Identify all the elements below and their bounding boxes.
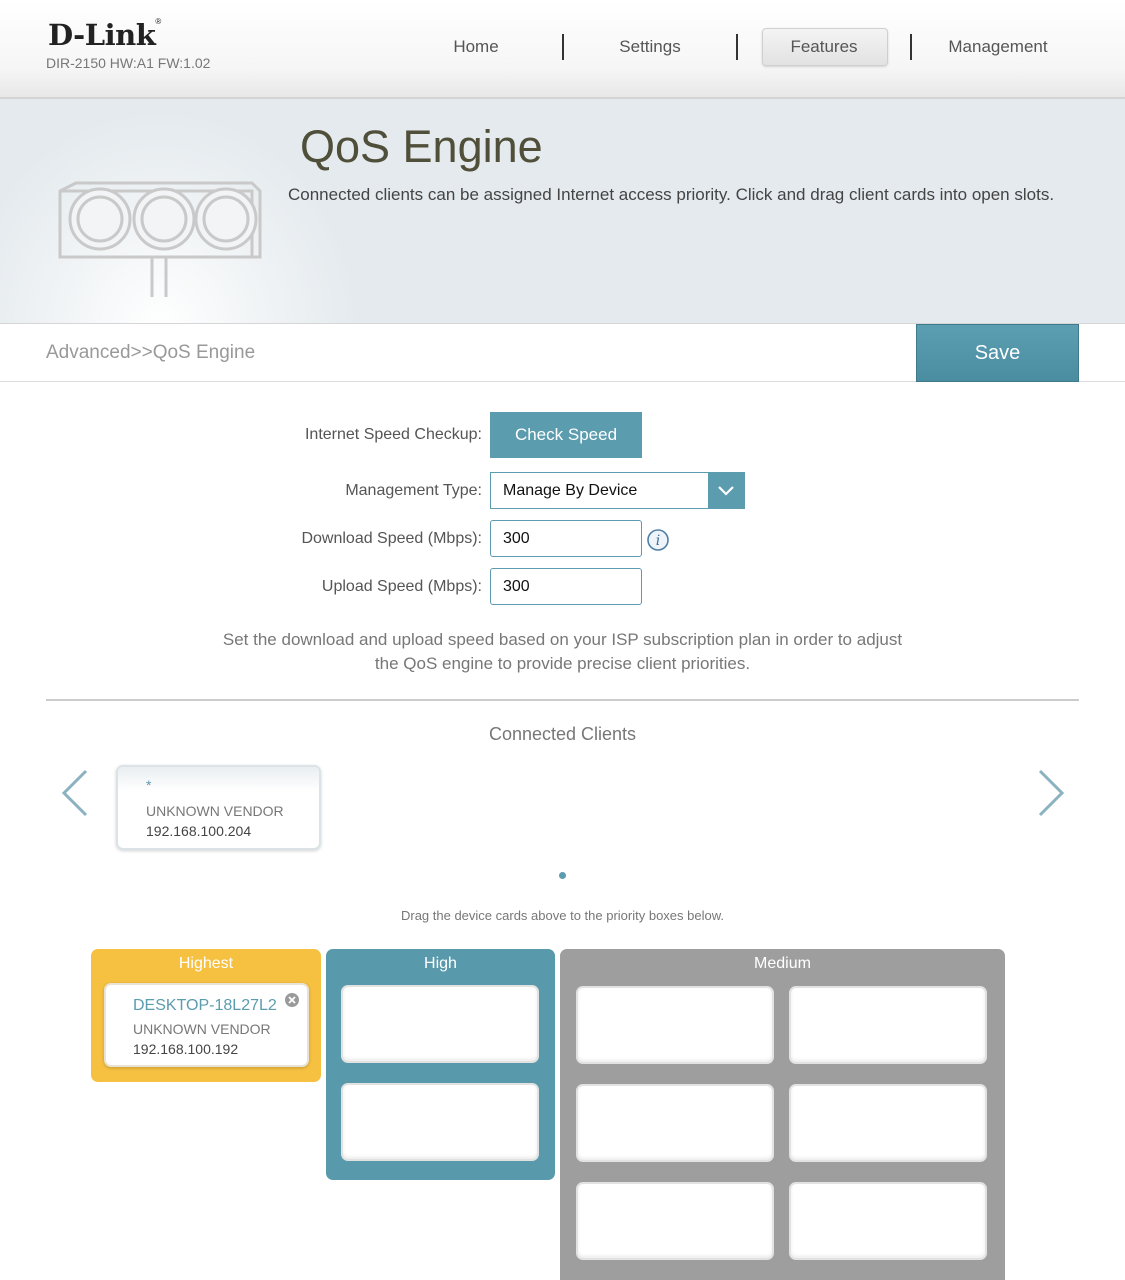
info-icon[interactable] bbox=[646, 528, 670, 552]
empty-slot[interactable] bbox=[789, 986, 987, 1064]
speed-check-label: Internet Speed Checkup: bbox=[304, 426, 482, 443]
client-vendor: UNKNOWN VENDOR bbox=[133, 1021, 271, 1037]
dlink-logo[interactable] bbox=[48, 18, 161, 52]
client-vendor: UNKNOWN VENDOR bbox=[146, 803, 284, 819]
chevron-right-icon[interactable] bbox=[1036, 768, 1066, 818]
client-name: * bbox=[146, 777, 152, 793]
nav-features[interactable] bbox=[738, 28, 910, 66]
traffic-light-icon bbox=[56, 179, 266, 299]
logo-registered-mark: ® bbox=[155, 17, 161, 27]
empty-slot[interactable] bbox=[576, 986, 774, 1064]
empty-slot[interactable] bbox=[341, 985, 539, 1063]
nav-home[interactable] bbox=[390, 28, 562, 66]
svg-text:i: i bbox=[655, 533, 661, 549]
priority-label-medium: Medium bbox=[754, 955, 811, 972]
top-header bbox=[0, 0, 1125, 99]
pagination-dot[interactable] bbox=[559, 872, 566, 879]
nav-settings-label: Settings bbox=[619, 37, 681, 56]
connected-clients-title: Connected Clients bbox=[488, 724, 637, 744]
page-title: QoS Engine bbox=[300, 121, 543, 172]
close-circle-icon[interactable] bbox=[284, 992, 300, 1008]
upload-speed-label: Upload Speed (Mbps): bbox=[321, 578, 482, 595]
client-ip: 192.168.100.204 bbox=[146, 823, 252, 839]
priority-box-high[interactable] bbox=[326, 949, 555, 1180]
management-type-value: Manage By Device bbox=[503, 482, 638, 499]
nav-features-label: Features bbox=[790, 37, 858, 56]
check-speed-button[interactable]: Check Speed bbox=[490, 412, 642, 458]
priority-label-high: High bbox=[424, 955, 457, 972]
breadcrumb-bar bbox=[0, 324, 1125, 382]
client-card[interactable] bbox=[116, 765, 321, 850]
upload-speed-input[interactable] bbox=[490, 568, 642, 605]
breadcrumb: Advanced>>QoS Engine bbox=[46, 342, 256, 363]
download-speed-input[interactable] bbox=[490, 520, 642, 557]
nav-management-label: Management bbox=[948, 37, 1048, 56]
page-description: Connected clients can be assigned Internet access priority. Click and drag client cards into open slots. bbox=[288, 185, 1055, 204]
chevron-down-icon[interactable] bbox=[708, 473, 744, 508]
empty-slot[interactable] bbox=[341, 1083, 539, 1161]
priority-client-card[interactable] bbox=[104, 983, 309, 1067]
main-nav bbox=[390, 28, 1084, 66]
empty-slot[interactable] bbox=[576, 1182, 774, 1260]
drag-hint: Drag the device cards above to the priority boxes below. bbox=[400, 908, 724, 923]
empty-slot[interactable] bbox=[789, 1182, 987, 1260]
nav-management[interactable] bbox=[912, 28, 1084, 66]
nav-home-label: Home bbox=[453, 37, 499, 56]
save-button[interactable]: Save bbox=[916, 324, 1079, 382]
priority-label-highest: Highest bbox=[178, 955, 234, 972]
client-name: DESKTOP-18L27L2 bbox=[133, 997, 277, 1014]
nav-settings[interactable] bbox=[564, 28, 736, 66]
empty-slot[interactable] bbox=[576, 1084, 774, 1162]
priority-box-medium[interactable] bbox=[560, 949, 1005, 1280]
empty-slot[interactable] bbox=[789, 1084, 987, 1162]
speed-note-line-2: the QoS engine to provide precise client priorities. bbox=[374, 654, 751, 673]
section-divider bbox=[46, 699, 1079, 701]
download-speed-label: Download Speed (Mbps): bbox=[301, 530, 482, 547]
management-type-select[interactable] bbox=[490, 472, 745, 509]
management-type-label: Management Type: bbox=[345, 482, 482, 499]
chevron-left-icon[interactable] bbox=[60, 768, 90, 818]
model-info: DIR-2150 HW:A1 FW:1.02 bbox=[46, 55, 211, 71]
logo-text: D-Link bbox=[48, 18, 156, 52]
hero-banner bbox=[0, 99, 1125, 324]
client-ip: 192.168.100.192 bbox=[133, 1041, 239, 1057]
speed-note-line-1: Set the download and upload speed based on your ISP subscription plan in order to adjust bbox=[222, 630, 903, 649]
